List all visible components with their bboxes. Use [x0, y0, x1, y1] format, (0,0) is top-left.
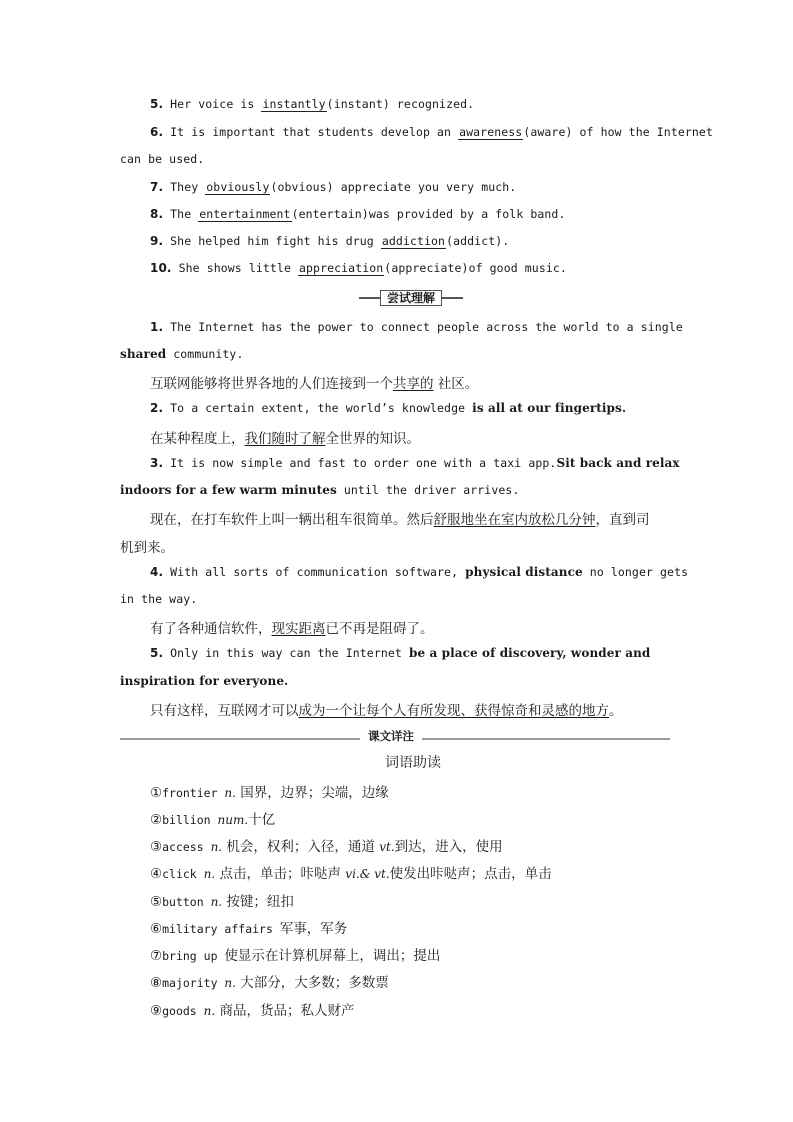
vocab-item: ①frontier n. 国界，边界；尖端，边缘 [150, 785, 389, 801]
sentence-4-en: 4. With all sorts of communication software, physical distance no longer gets [150, 565, 689, 579]
banner-label: 尝试理解 [380, 290, 442, 306]
sentence-4-cn: 有了各种通信软件，现实距离已不再是阻碍了。 [150, 621, 434, 637]
exercise-9: 9. She helped him fight his drug addiction(addict). [150, 234, 510, 248]
vocab-item: ⑦bring up 使显示在计算机屏幕上，调出；提出 [150, 948, 441, 964]
sentence-3-en-cont: indoors for a few warm minutes until the driver arrives. [120, 483, 520, 497]
sentence-3-cn: 现在，在打车软件上叫一辆出租车很简单。然后舒服地坐在室内放松几分钟，直到司 [150, 512, 650, 528]
sentence-1-en-cont: shared community. [120, 347, 244, 361]
answer-blank: entertainment [199, 207, 291, 221]
sentence-1-cn: 互联网能够将世界各地的人们连接到一个共享的 社区。 [150, 376, 479, 392]
answer-blank: appreciation [299, 261, 384, 275]
sentence-5-cn: 只有这样，互联网才可以成为一个让每个人有所发现、获得惊奇和灵感的地方。 [150, 703, 623, 719]
sentence-2-en: 2. To a certain extent, the world’s knowledge is all at our fingertips. [150, 401, 627, 415]
vocab-item: ⑥military affairs 军事，军务 [150, 921, 348, 937]
exercise-6: 6. It is important that students develop an awareness(aware) of how the Internet [150, 125, 713, 139]
sentence-4-en-cont: in the way. [120, 592, 198, 606]
vocab-item: ⑤button n. 按键；纽扣 [150, 894, 294, 910]
vocab-item: ②billion num.十亿 [150, 812, 276, 828]
exercise-7: 7. They obviously(obvious) appreciate you very much. [150, 180, 517, 194]
answer-blank: awareness [459, 125, 523, 139]
section-banner [359, 290, 463, 306]
exercise-10: 10. She shows little appreciation(appreciate)of good music. [150, 261, 567, 275]
vocab-item: ③access n. 机会，权利；入径，通道 vt.到达，进入，使用 [150, 839, 503, 855]
exercise-8: 8. The entertainment(entertain)was provided by a folk band. [150, 207, 566, 221]
answer-blank: instantly [262, 97, 326, 111]
sentence-3-cn-cont: 机到来。 [120, 540, 174, 556]
section-title: 课文详注 [360, 728, 422, 744]
answer-blank: addiction [381, 234, 446, 248]
sentence-3-en: 3. It is now simple and fast to order one with a taxi app.Sit back and relax [150, 456, 680, 470]
sentence-1-en: 1. The Internet has the power to connect people across the world to a single [150, 320, 683, 334]
vocab-item: ⑧majority n. 大部分，大多数；多数票 [150, 975, 389, 991]
sentence-2-cn: 在某种程度上，我们随时了解全世界的知识。 [150, 431, 420, 447]
answer-blank: obviously [206, 180, 270, 194]
sentence-5-en: 5. Only in this way can the Internet be a place of discovery, wonder and [150, 646, 651, 660]
vocab-subhead: 词语助读 [385, 755, 441, 771]
exercise-6-cont: can be used. [120, 152, 205, 166]
vocab-item: ⑨goods n. 商品，货品；私人财产 [150, 1003, 355, 1019]
sentence-5-en-cont: inspiration for everyone. [120, 674, 289, 688]
vocab-item: ④click n. 点击，单击；咔哒声 vi.& vt.使发出咔哒声；点击，单击 [150, 866, 552, 882]
exercise-5: 5. Her voice is instantly(instant) recognized. [150, 97, 475, 111]
